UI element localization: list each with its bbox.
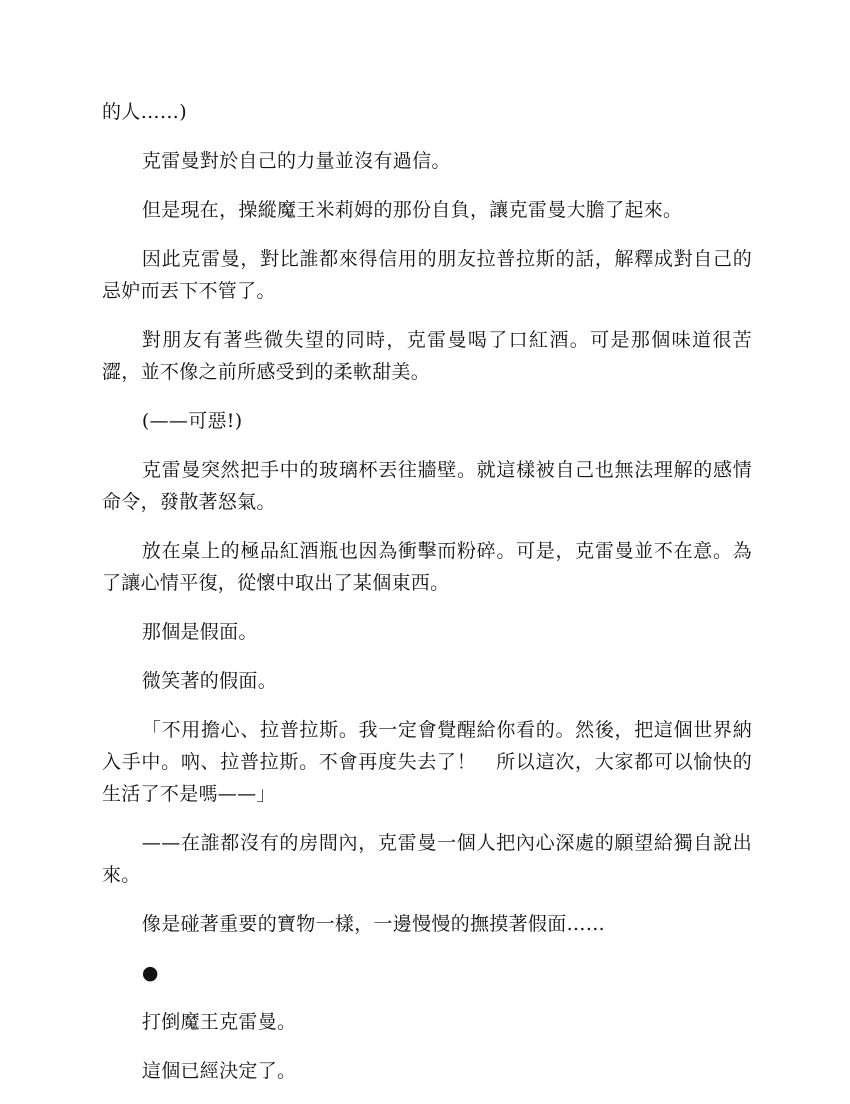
paragraph-7: 克雷曼突然把手中的玻璃杯丟往牆壁。就這樣被自己也無法理解的感情命令，發散著怒氣。 — [102, 459, 752, 513]
paragraph-10: 微笑著的假面。 — [141, 670, 277, 692]
paragraph-11: 「不用擔心、拉普拉斯。我一定會覺醒給你看的。然後，把這個世界納入手中。吶、拉普拉斯。不會再度失去了！ 所以這次，大家都可以愉快的生活了不是嗎——」 — [102, 719, 752, 805]
document-body — [102, 96, 752, 1104]
paragraph-5: 對朋友有著些微失望的同時，克雷曼喝了口紅酒。可是那個味道很苦澀，並不像之前所感受到的柔軟甜美。 — [102, 329, 752, 383]
paragraph-3: 但是現在，操縱魔王米莉姆的那份自負，讓克雷曼大膽了起來。 — [141, 199, 683, 221]
section-break-bullet: ● — [141, 962, 159, 984]
paragraph-15: 打倒魔王克雷曼。 — [141, 1011, 297, 1033]
paragraph-13: 像是碰著重要的寶物一樣，一邊慢慢的撫摸著假面…… — [141, 913, 606, 935]
paragraph-16: 這個已經決定了。 — [141, 1060, 297, 1082]
paragraph-8: 放在桌上的極品紅酒瓶也因為衝擊而粉碎。可是，克雷曼並不在意。為了讓心情平復，從懷中取出了某個東西。 — [102, 540, 752, 594]
paragraph-6: (——可惡!) — [141, 410, 243, 432]
paragraph-2: 克雷曼對於自己的力量並沒有過信。 — [141, 150, 451, 172]
paragraph-1: 的人……) — [102, 101, 187, 123]
paragraph-12: ——在誰都沒有的房間內，克雷曼一個人把內心深處的願望給獨自說出來。 — [102, 832, 752, 886]
paragraph-4: 因此克雷曼，對比誰都來得信用的朋友拉普拉斯的話，解釋成對自己的忌妒而丟下不管了。 — [102, 248, 752, 302]
paragraph-9: 那個是假面。 — [141, 621, 258, 643]
